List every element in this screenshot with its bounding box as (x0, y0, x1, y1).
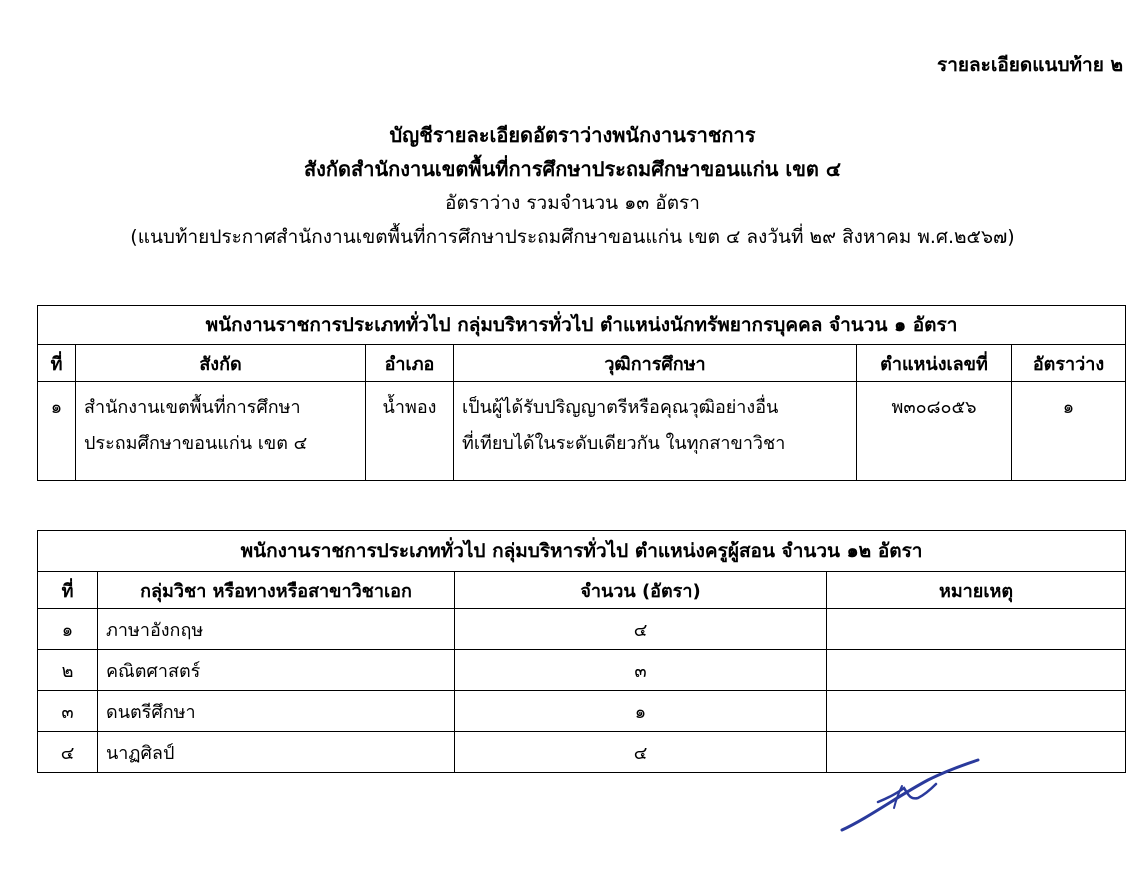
cell-district: น้ำพอง (366, 382, 454, 481)
table-row (38, 650, 1126, 691)
cell-note (827, 691, 1126, 732)
document-subtitle: สังกัดสำนักงานเขตพื้นที่การศึกษาประถมศึกษาขอนแก่น เขต ๔ (303, 157, 842, 181)
appendix-label: รายละเอียดแนบท้าย ๒ (937, 54, 1123, 76)
document-title: บัญชีรายละเอียดอัตราว่างพนักงานราชการ (389, 123, 756, 147)
col-header-district: อำเภอ (366, 345, 454, 382)
teacher-table (37, 530, 1126, 773)
cell-unit (76, 382, 366, 481)
cell-no: ๓ (38, 691, 98, 732)
cell-subject: ภาษาอังกฤษ (98, 609, 455, 650)
qualification-line: ที่เทียบได้ในระดับเดียวกัน ในทุกสาขาวิชา (462, 433, 786, 454)
cell-subject: ดนตรีศึกษา (98, 691, 455, 732)
col-header-position-no: ตำแหน่งเลขที่ (857, 345, 1012, 382)
qualification-line: เป็นผู้ได้รับปริญญาตรีหรือคุณวุฒิอย่างอื่น (462, 397, 779, 418)
col-header-subject: กลุ่มวิชา หรือทางหรือสาขาวิชาเอก (98, 572, 455, 609)
cell-count: ๑ (455, 691, 827, 732)
table-row (38, 609, 1126, 650)
table1-header-row (38, 345, 1126, 382)
cell-vacancy: ๑ (1012, 382, 1126, 481)
col-header-no: ที่ (38, 345, 76, 382)
document-header (0, 118, 1145, 254)
cell-no: ๑ (38, 382, 76, 481)
col-header-qualification: วุฒิการศึกษา (454, 345, 857, 382)
cell-count: ๓ (455, 650, 827, 691)
cell-position-no: พ๓๐๘๐๕๖ (857, 382, 1012, 481)
announcement-reference: (แนบท้ายประกาศสำนักงานเขตพื้นที่การศึกษาประถมศึกษาขอนแก่น เขต ๔ ลงวันที่ ๒๙ สิงหาคม พ.ศ.๒๕๖๗) (130, 226, 1015, 248)
unit-line: ประถมศึกษาขอนแก่น เขต ๔ (84, 433, 308, 454)
table2-header-row (38, 572, 1126, 609)
col-header-unit: สังกัด (76, 345, 366, 382)
hr-officer-table (37, 305, 1126, 481)
cell-subject: นาฏศิลป์ (98, 732, 455, 773)
cell-no: ๔ (38, 732, 98, 773)
cell-qualification (454, 382, 857, 481)
cell-note (827, 609, 1126, 650)
cell-note (827, 650, 1126, 691)
cell-subject: คณิตศาสตร์ (98, 650, 455, 691)
cell-count: ๔ (455, 609, 827, 650)
cell-no: ๒ (38, 650, 98, 691)
handwritten-signature (838, 758, 983, 836)
table-row (38, 691, 1126, 732)
col-header-count: จำนวน (อัตรา) (455, 572, 827, 609)
col-header-note: หมายเหตุ (827, 572, 1126, 609)
table1-title: พนักงานราชการประเภททั่วไป กลุ่มบริหารทั่วไป ตำแหน่งนักทรัพยากรบุคคล จำนวน ๑ อัตรา (38, 306, 1126, 345)
unit-line: สำนักงานเขตพื้นที่การศึกษา (84, 397, 301, 418)
col-header-vacancy: อัตราว่าง (1012, 345, 1126, 382)
table-row (38, 382, 1126, 481)
table2-title: พนักงานราชการประเภททั่วไป กลุ่มบริหารทั่วไป ตำแหน่งครูผู้สอน จำนวน ๑๒ อัตรา (38, 531, 1126, 572)
cell-count: ๔ (455, 732, 827, 773)
col-header-no: ที่ (38, 572, 98, 609)
vacancy-total: อัตราว่าง รวมจำนวน ๑๓ อัตรา (445, 192, 700, 214)
cell-no: ๑ (38, 609, 98, 650)
